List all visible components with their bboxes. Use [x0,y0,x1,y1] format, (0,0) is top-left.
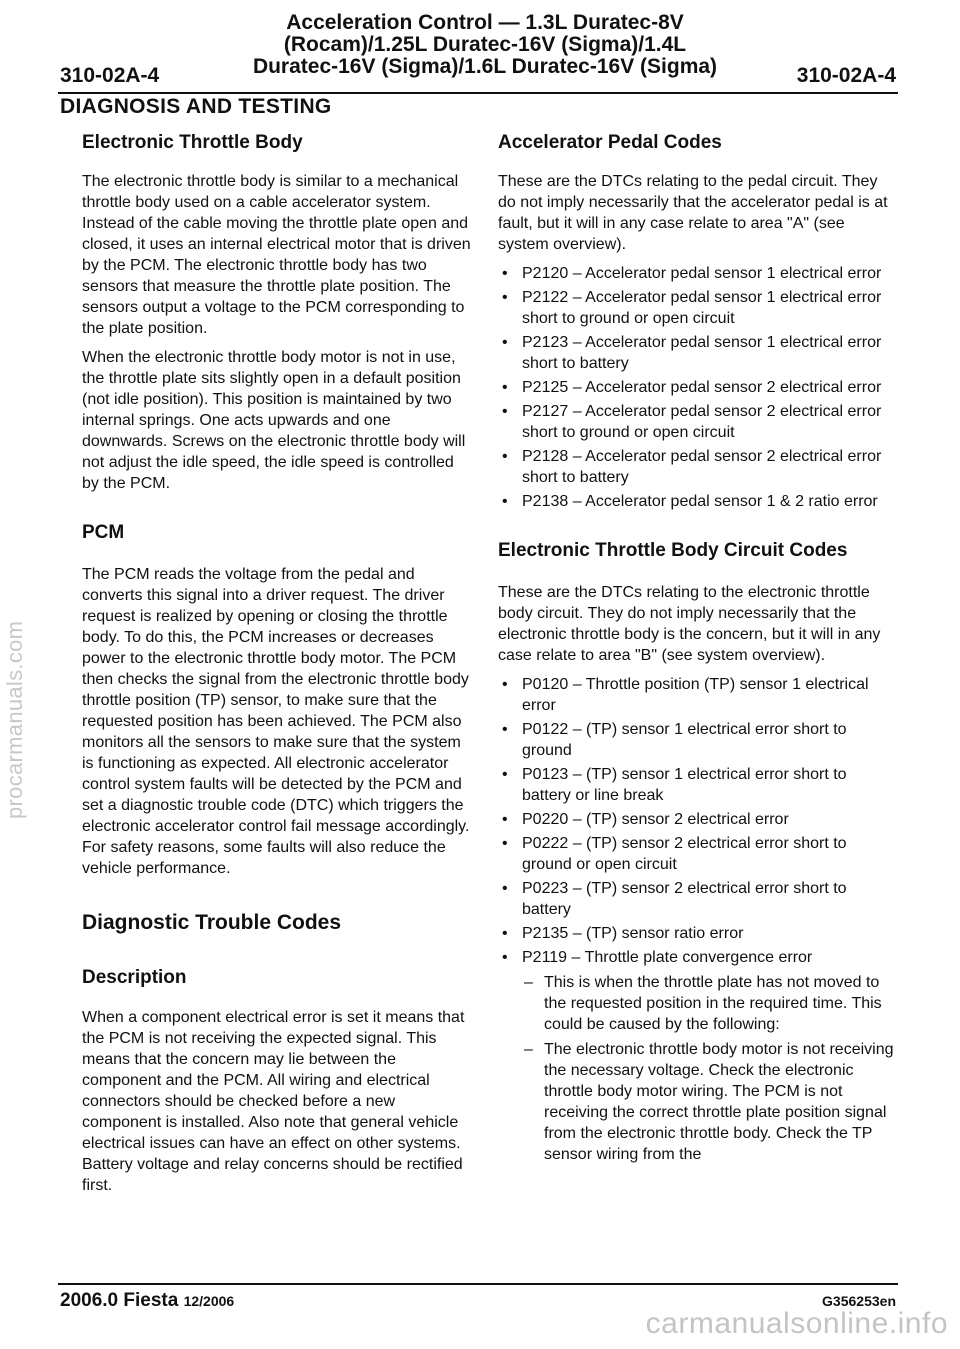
list-item: • P0123 – (TP) sensor 1 electrical error short to battery or line break [498,764,898,806]
etb-circuit-intro: These are the DTCs relating to the electronic throttle body circuit. They do not imply necessarily that the electronic throttle body is the concern, but it will in any case relate to area "B" (see system overview). [498,584,881,664]
sub-list-item: – This is when the throttle plate has not moved to the requested position in the required time. This could be caused by the following: [522,972,898,1035]
section-code-right: 310-02A-4 [796,64,896,87]
list-item: • P2120 – Accelerator pedal sensor 1 electrical error [498,263,898,284]
etb-paragraph-2: When the electronic throttle body motor is not in use, the throttle plate sits slightly open in a default position (not idle position). This position is maintained by two internal springs. One acts upwards and one downwards. Screws on the electronic throttle body will not adjust the idle speed, the idle speed is controlled by the PCM. [82,349,466,492]
right-column [498,132,898,1169]
sub-list-item: – The electronic throttle body motor is not receiving the necessary voltage. Check the electronic throttle body motor wiring. The PCM is not receiving the correct throttle plate position signal from the electronic throttle body. Check the TP sensor wiring from the [522,1039,898,1165]
footer-divider [58,1283,898,1285]
p2119-label: P2119 – Throttle plate convergence error [522,949,813,966]
list-item: • P0222 – (TP) sensor 2 electrical error short to ground or open circuit [498,833,898,875]
section-code-left: 310-02A-4 [60,64,160,87]
footer-model [60,1290,234,1312]
list-item: • P2138 – Accelerator pedal sensor 1 & 2 ratio error [498,491,898,512]
etb-circuit-heading: Electronic Throttle Body Circuit Codes [498,540,848,561]
page-title [240,12,730,78]
left-column [82,132,474,1204]
dtc-heading: Diagnostic Trouble Codes [82,911,342,934]
bottom-watermark: carmanualsonline.info [645,1307,948,1340]
description-paragraph: When a component electrical error is set it means that the PCM is not receiving the expected signal. This means that the concern may lie between the component and the PCM. All wiring and electrical connectors should be checked before a new component is installed. Also note that general vehicle electrical issues can have an effect on other systems. Battery voltage and relay concerns should be rectified first. [82,1009,465,1194]
list-item: • P0120 – Throttle position (TP) sensor 1 electrical error [498,674,898,716]
header-divider [58,92,898,94]
etb-heading: Electronic Throttle Body [82,132,303,153]
list-item: • P0220 – (TP) sensor 2 electrical error [498,809,898,830]
side-watermark: procarmanuals.com [2,620,27,820]
pcm-paragraph: The PCM reads the voltage from the pedal and converts this signal into a driver request. The driver request is realized by opening or closing the throttle body. To do this, the PCM increases or decreases power to the electronic throttle body motor. The PCM then checks the signal from the electronic throttle body throttle position (TP) sensor, to make sure that the requested position has been achieved. The PCM also monitors all the sensors to make sure that the system is functioning as expected. All electronic accelerator control system faults will be detected by the PCM and set a diagnostic trouble code (DTC) which triggers the electronic accelerator control fail message accordingly. For safety reasons, some faults will also reduce the vehicle performance. [82,566,470,877]
pedal-codes-list [498,263,898,512]
title-line-1: Acceleration Control — 1.3L Duratec-8V [286,11,684,34]
pedal-codes-intro: These are the DTCs relating to the pedal circuit. They do not imply necessarily that the accelerator pedal is at fault, but it will in any case relate to area "A" (see system overview). [498,173,888,253]
list-item: • P2128 – Accelerator pedal sensor 2 electrical error short to battery [498,446,898,488]
list-item: • P2127 – Accelerator pedal sensor 2 electrical error short to ground or open circuit [498,401,898,443]
page-header [0,12,960,102]
title-line-2: (Rocam)/1.25L Duratec-16V (Sigma)/1.4L [283,33,687,56]
list-item: • P2125 – Accelerator pedal sensor 2 electrical error [498,377,898,398]
pcm-heading: PCM [82,522,125,543]
footer-date: 12/2006 [183,1293,235,1309]
etb-paragraph-1: The electronic throttle body is similar to a mechanical throttle body used on a cable accelerator system. Instead of the cable moving the throttle plate open and closed, it uses an internal electrical motor that is driven by the PCM. The electronic throttle body has two sensors that measure the throttle plate position. The sensors output a voltage to the PCM corresponding to the plate position. [82,173,471,337]
list-item: • P2135 – (TP) sensor ratio error [498,923,898,944]
footer-doc-code: G356253en [822,1293,896,1309]
list-item: • P0223 – (TP) sensor 2 electrical error short to battery [498,878,898,920]
title-line-3: Duratec-16V (Sigma)/1.6L Duratec-16V (Sigma) [252,55,718,78]
pedal-codes-heading: Accelerator Pedal Codes [498,132,722,153]
list-item-p2119 [498,947,898,1165]
list-item: • P0122 – (TP) sensor 1 electrical error short to ground [498,719,898,761]
description-heading: Description [82,967,187,988]
p2119-sublist [522,972,898,1165]
section-heading: DIAGNOSIS AND TESTING [60,95,332,118]
list-item: • P2122 – Accelerator pedal sensor 1 electrical error short to ground or open circuit [498,287,898,329]
etb-codes-list [498,674,898,1165]
list-item: • P2123 – Accelerator pedal sensor 1 electrical error short to battery [498,332,898,374]
footer-model-name: 2006.0 Fiesta [60,1290,179,1311]
